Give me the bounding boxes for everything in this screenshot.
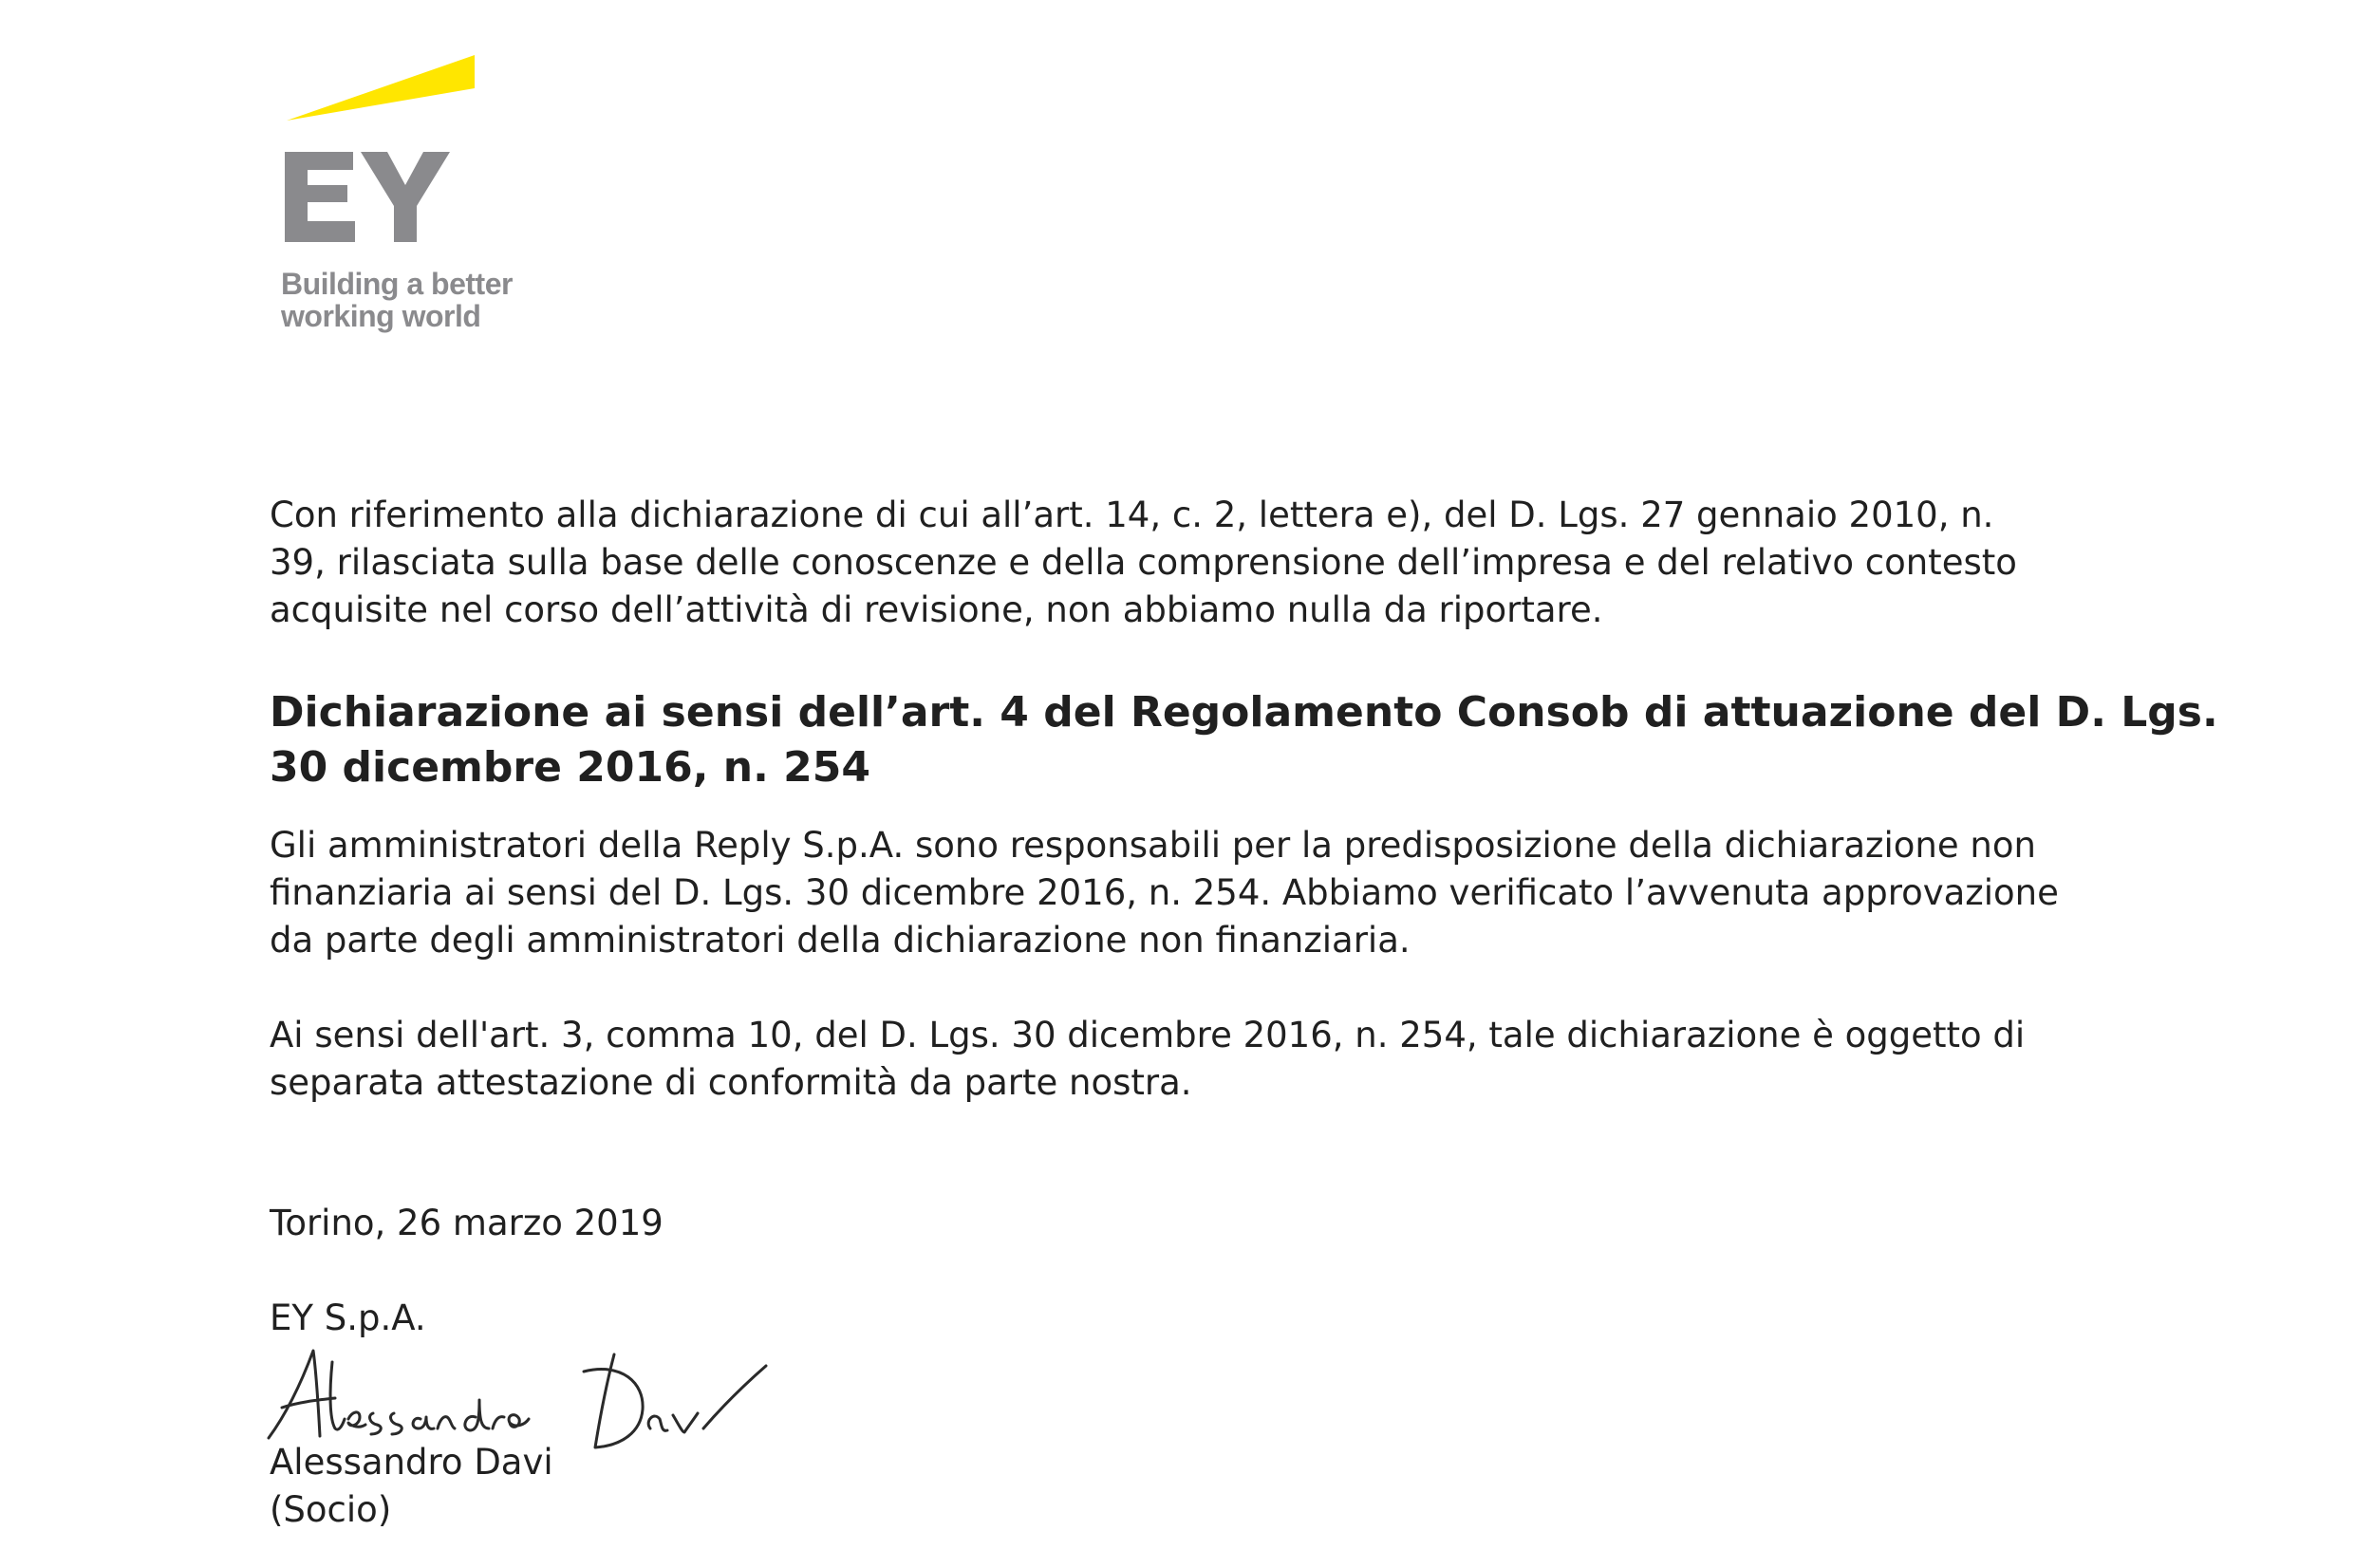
ey-letter-y-icon [361,152,450,242]
ey-beam-icon [287,55,475,121]
signatory-role: (Socio) [270,1489,392,1530]
tagline-line-1: Building a better [281,267,513,301]
paragraph-line: 39, rilasciata sulla base delle conoscenze e della comprensione dell’impresa e del relativo contesto [270,542,2017,583]
signatory-name: Alessandro Davi [270,1442,553,1483]
section-heading [270,685,2218,795]
place-date: Torino, 26 marzo 2019 [270,1203,664,1243]
tagline-line-2: working world [281,299,481,333]
paragraph-line: da parte degli amministratori della dichiarazione non finanziaria. [270,920,1411,961]
ey-tagline [281,268,513,332]
paragraph-art14 [270,492,2130,634]
paragraph-line: separata attestazione di conformità da parte nostra. [270,1062,1192,1103]
paragraph-attestation [270,1012,2130,1107]
paragraph-directors [270,822,2130,964]
firm-name: EY S.p.A. [270,1297,426,1338]
ey-letter-e-icon [285,152,355,242]
paragraph-line: finanziaria ai sensi del D. Lgs. 30 dicembre 2016, n. 254. Abbiamo verificato l’avvenuta approvazione [270,872,2059,913]
paragraph-line: Ai sensi dell'art. 3, comma 10, del D. Lgs. 30 dicembre 2016, n. 254, tale dichiarazione è oggetto di [270,1015,2026,1055]
heading-line: 30 dicembre 2016, n. 254 [270,743,870,792]
paragraph-line: Con riferimento alla dichiarazione di cui all’art. 14, c. 2, lettera e), del D. Lgs. 27 gennaio 2010, n. [270,495,1994,535]
paragraph-line: acquisite nel corso dell’attività di revisione, non abbiamo nulla da riportare. [270,589,1603,630]
paragraph-line: Gli amministratori della Reply S.p.A. sono responsabili per la predisposizione della dichiarazione non [270,825,2036,866]
heading-line: Dichiarazione ai sensi dell’art. 4 del Regolamento Consob di attuazione del D. Lgs. [270,688,2218,737]
